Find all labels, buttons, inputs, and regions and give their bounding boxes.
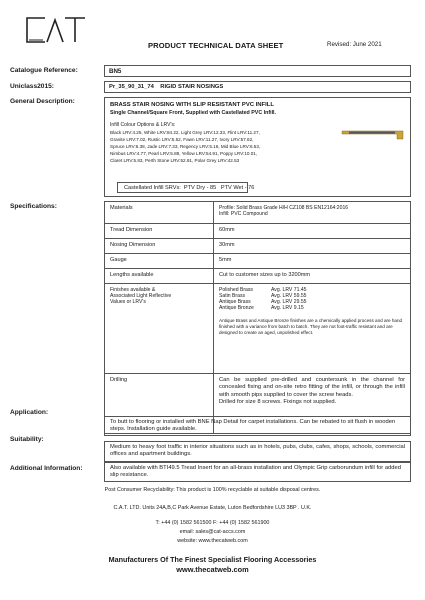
- uniclass-value: Pr_35_90_31_74 RIGID STAIR NOSINGS: [104, 81, 411, 93]
- suitability-label: Suitability:: [10, 436, 44, 443]
- description-subheading: Single Channel/Square Front, Supplied with Castellated PVC Infill.: [110, 110, 276, 116]
- finishes-cell: [214, 284, 411, 374]
- table-row: [105, 239, 411, 254]
- colour-line: Black LRV:4.25, White LRV:84.22, Light Grey LRV:12.33, Flint LRV:11.27,: [110, 130, 260, 135]
- description-box: [104, 97, 411, 197]
- tagline: Manufacturers Of The Finest Specialist Flooring Accessories: [108, 555, 317, 564]
- finishes-note: Antique Brass and Antique Bronze finishes are a chemically applied process and are hand finished with a variance from batch to batch. They are not foot-traffic resistant and are designed to create an aged, unpolished effect.: [219, 318, 403, 336]
- additional-text: Also available with BTI49.5 Tread Insert for an all-brass installation and Olympic Grip carborundum infill for added slip resistance.: [104, 462, 411, 482]
- company-email: email: sales@cat-accs.com: [179, 529, 246, 535]
- spec-value: 60mm: [214, 224, 411, 239]
- application-label: Application:: [10, 409, 49, 416]
- spec-name: Lengths available: [105, 269, 214, 284]
- finish-lrv: Avg. LRV 9.15: [271, 305, 304, 311]
- spec-name: Nosing Dimension: [105, 239, 214, 254]
- table-row: [105, 254, 411, 269]
- drilling-note: Drilled for size 8 screws. Fixings not supplied.: [219, 399, 337, 406]
- additional-label: Additional Information:: [10, 465, 83, 472]
- srv-box: Castellated Infill SRVs: PTV Dry - 85 PTV Wet - 76: [117, 182, 248, 193]
- catalogue-label: Catalogue Reference:: [10, 67, 78, 74]
- company-website: website: www.thecatweb.com: [177, 538, 248, 544]
- company-phone: T: +44 (0) 1582 561500 F: +44 (0) 1582 561900: [155, 520, 270, 526]
- colour-line: Granite LRV:7.02, Rustic LRV:5.52, Fawn LRV:11.27, Ivory LRV:57.62,: [110, 137, 254, 143]
- spec-value: 5mm: [214, 254, 411, 269]
- spec-name: Drilling: [105, 374, 214, 434]
- description-heading: BRASS STAIR NOSING WITH SLIP RESISTANT PVC INFILL: [110, 102, 274, 108]
- colour-line: Claret LRV:5.83, Perth Stone LRV:52.91, Polar Grey LRV:42.53: [110, 158, 240, 164]
- table-row: [105, 202, 411, 224]
- table-row: [105, 269, 411, 284]
- table-row: [105, 284, 411, 374]
- finish-row: [219, 305, 405, 311]
- suitability-text: Medium to heavy foot traffic in interior situations such as in hotels, pubs, clubs, cafes, shops, schools, commercial offices and apartment buildings.: [104, 441, 411, 462]
- finish-lrv: Avg. LRV 59.55: [271, 293, 307, 299]
- colour-line: Spruce LRV:6.38, Jade LRV:7.33, Regency LRV:5.16, Mid Blue LRV:6.53,: [110, 144, 261, 150]
- spec-name: Materials: [105, 202, 214, 224]
- drilling-text: Can be supplied pre-drilled and countersunk in the channel for concealed fixing and on-site retro fitting of the infill, or through the infill with smooth pips supplied to cover the screw heads.: [219, 377, 405, 398]
- specifications-label: Specifications:: [10, 203, 57, 210]
- finish-name: Polished Brass: [219, 287, 253, 293]
- revised-date: Revised: June 2021: [327, 41, 382, 48]
- spec-name: Gauge: [105, 254, 214, 269]
- spec-value: Profile: Solid Brass Grade H/H CZ108 BS EN12164:2016 Infill: PVC Compound: [214, 202, 411, 224]
- colour-intro: Infill Colour Options & LRV's:: [110, 122, 176, 128]
- page-title: PRODUCT TECHNICAL DATA SHEET: [148, 41, 284, 50]
- colour-line: Nimbus LRV:4.77, Pearl LRV:5.88, Yellow LRV:54.91, Poppy LRV:10.01,: [110, 151, 258, 157]
- finish-name: Antique Bronze: [219, 305, 254, 311]
- spec-name: Tread Dimension: [105, 224, 214, 239]
- finish-lrv: Avg. LRV 71.45: [271, 287, 307, 293]
- spec-value: Cut to customer sizes up to 3200mm: [214, 269, 411, 284]
- nosing-illustration: [341, 128, 405, 142]
- spec-name: Finishes available & Associated Light Reflective Values or LRV's: [105, 284, 214, 374]
- catalogue-value: BN5: [104, 65, 411, 77]
- application-text: To butt to flooring or installed with BNE Nap Detail for carpet installations. Can be rebated to sit flush in wooden steps. Installation guide available.: [104, 416, 411, 436]
- general-label: General Description:: [10, 98, 75, 105]
- cat-logo: [23, 16, 87, 46]
- specifications-table: [104, 201, 411, 434]
- recyclability-note: Post Consumer Recyclability: This product is 100% recyclable at suitable disposal centres.: [104, 487, 321, 493]
- tagline-url: www.thecatweb.com: [176, 565, 249, 574]
- spec-value: 30mm: [214, 239, 411, 254]
- company-address: C.A.T. LTD. Units 24A,B,C Park Avenue Estate, Luton Bedfordshire LU3 3BP . U.K.: [113, 505, 312, 511]
- finish-lrv: Avg. LRV 29.55: [271, 299, 307, 305]
- finish-name: Satin Brass: [219, 293, 246, 299]
- uniclass-label: Uniclass2015:: [10, 83, 54, 90]
- finish-name: Antique Brass: [219, 299, 251, 305]
- table-row: [105, 224, 411, 239]
